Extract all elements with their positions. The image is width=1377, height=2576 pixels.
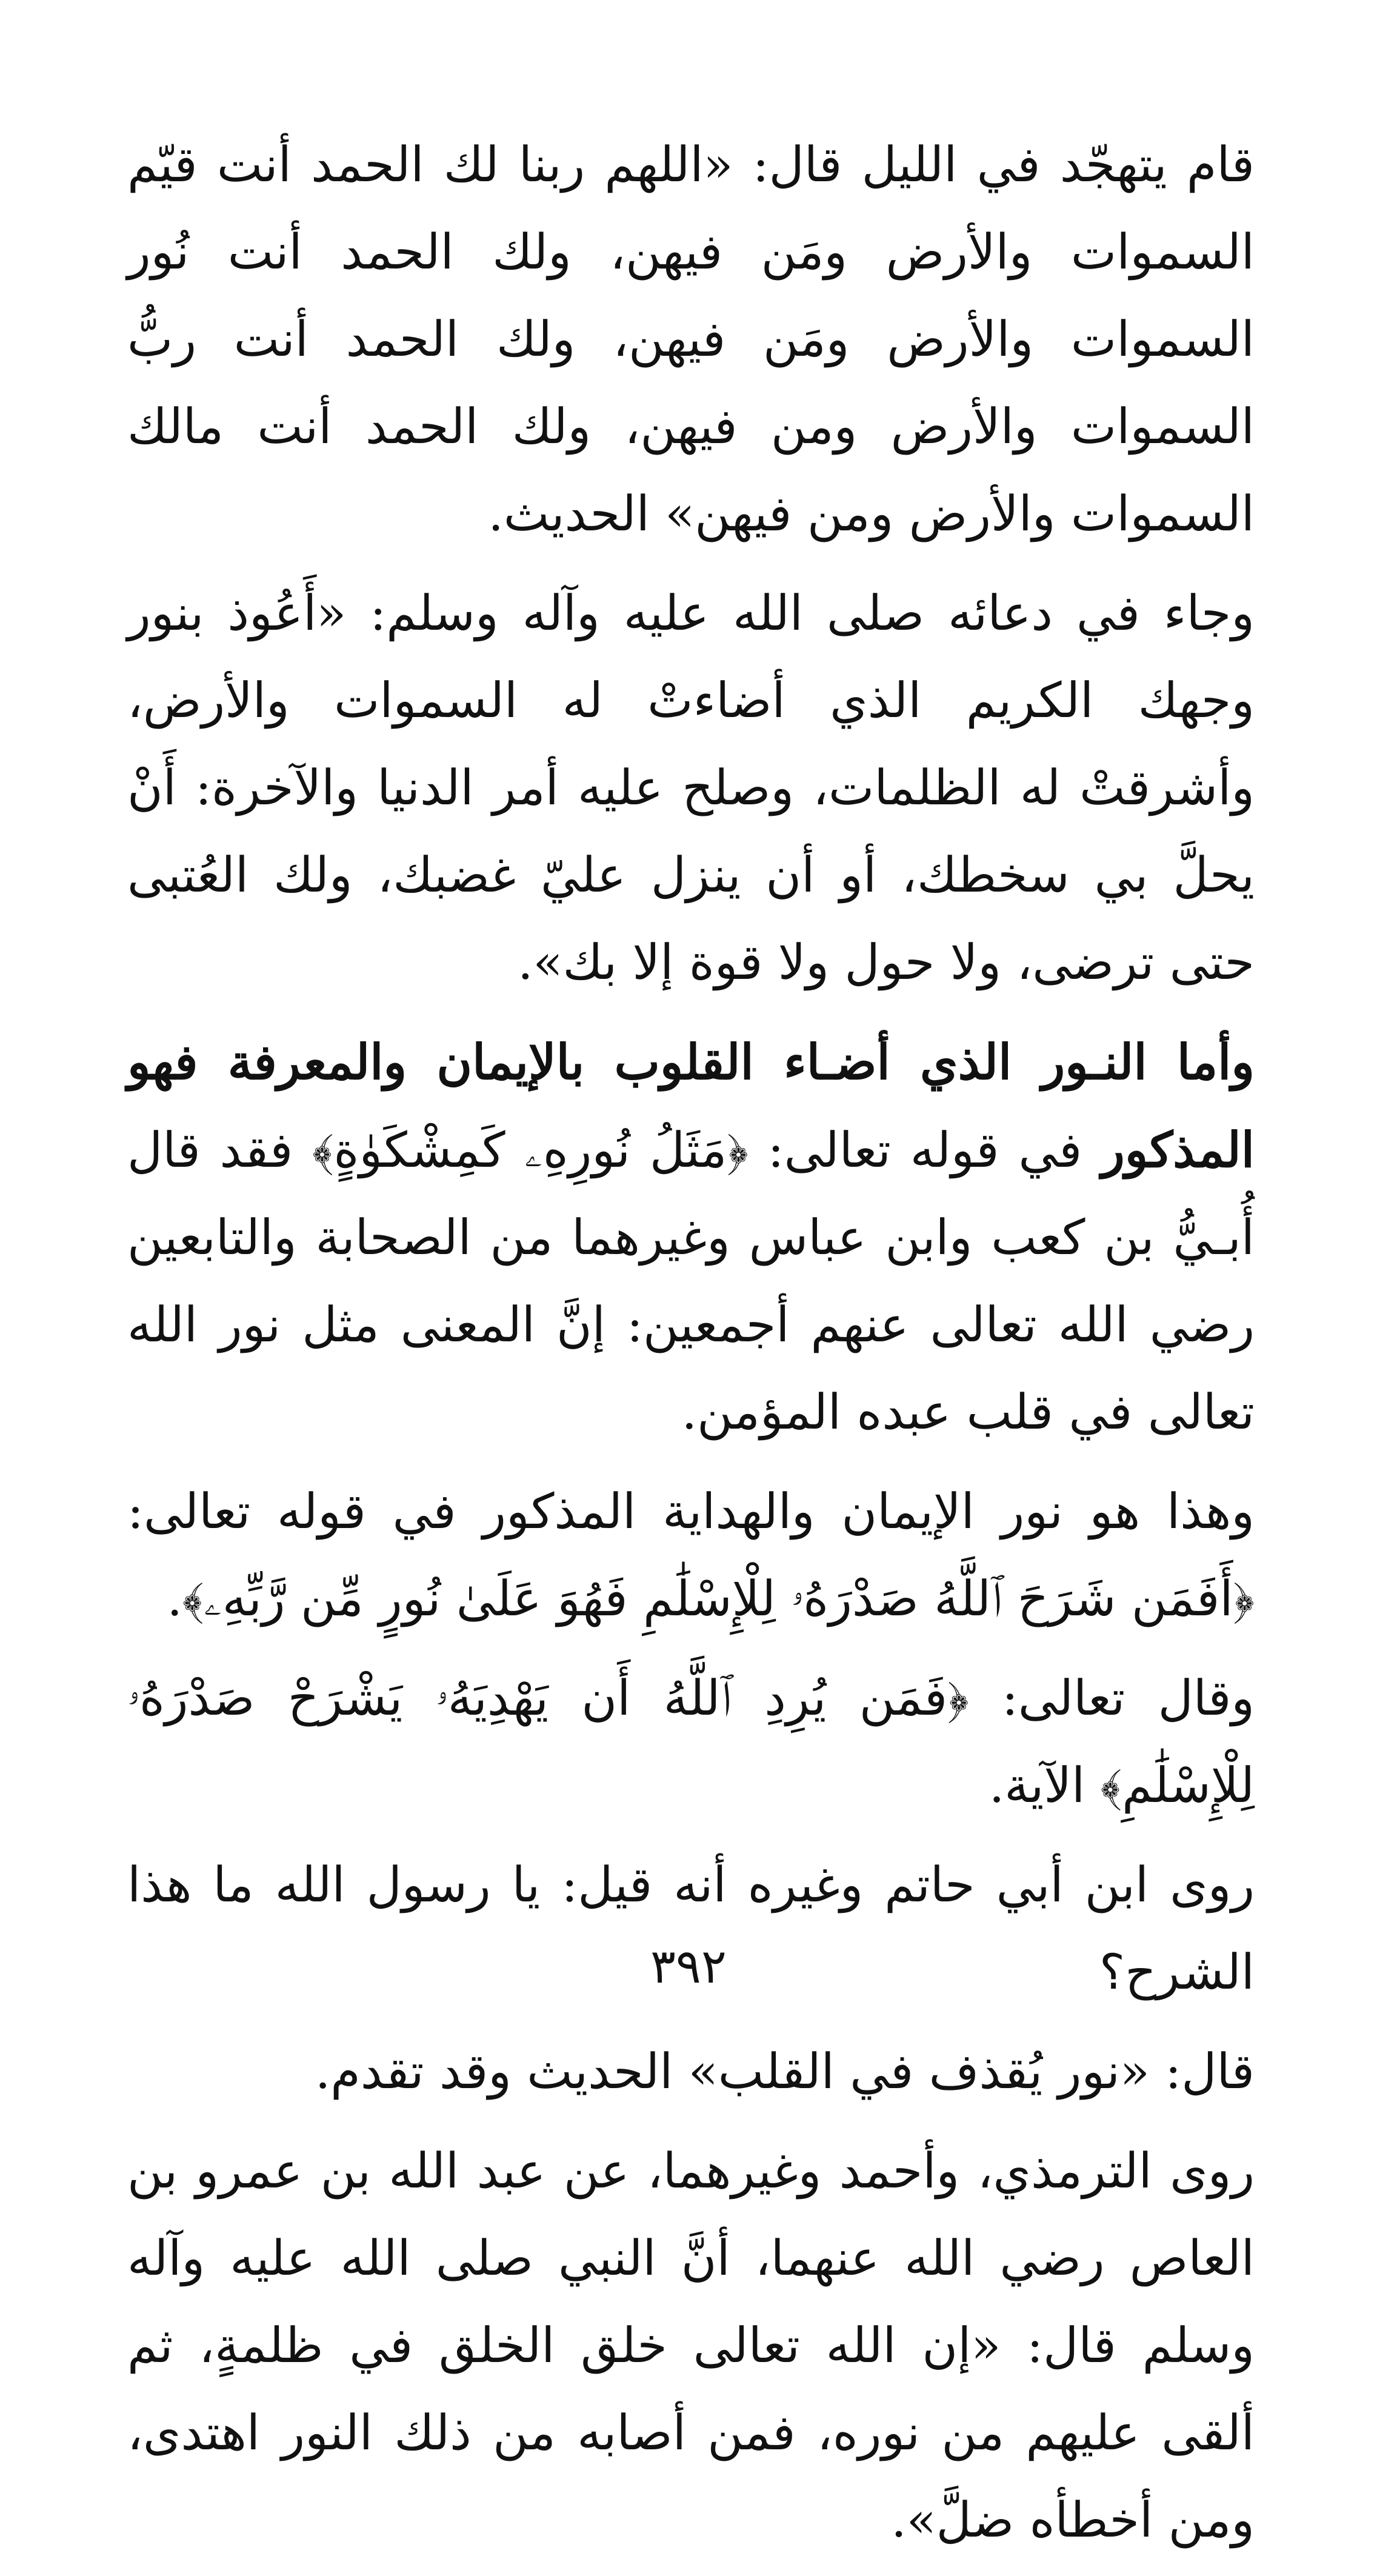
paragraph-8	[127, 2127, 1255, 2564]
paragraph-text: روى ابن أبي حاتم وغيره أنه قيل: يا رسول الله ما هذا الشرح؟	[127, 1857, 1255, 2000]
body-text	[127, 121, 1255, 2576]
paragraph-text: وقال تعالى: ﴿فَمَن يُرِدِ ٱللَّهُ أَن يَهْدِيَهُۥ يَشْرَحْ صَدْرَهُۥ لِلْإِسْلَٰمِ﴾ الآية.	[127, 1670, 1255, 1814]
paragraph-text: وجاء في دعائه صلى الله عليه وآله وسلم: «أَعُوذ بنور وجهك الكريم الذي أضاءتْ له السموات والأرض، وأشرقتْ له الظلمات، وصلح عليه أمر الدنيا والآخرة: أَنْ يحلَّ بي سخطك، أو أن ينزل عليّ غضبك، ولك العُتبى حتى ترضى، ولا حول ولا قوة إلا بك».	[127, 585, 1255, 990]
page-number: ٣٩٢	[650, 1940, 727, 1994]
paragraph-text: روى الترمذي، وأحمد وغيرهما، عن عبد الله بن عمرو بن العاص رضي الله عنهما، أنَّ النبي صلى الله عليه وآله وسلم قال: «إن الله تعالى خلق الخلق في ظلمةٍ، ثم ألقى عليهم من نوره، فمن أصابه من ذلك النور اهتدى، ومن أخطأه ضلَّ».	[127, 2143, 1255, 2548]
paragraph-5	[127, 1655, 1255, 1829]
paragraph-text: وهذا هو نور الإيمان والهداية المذكور في قوله تعالى: ﴿أَفَمَن شَرَحَ ٱللَّهُ صَدْرَهُۥ لِلْإِسْلَٰمِ فَهُوَ عَلَىٰ نُورٍ مِّن رَّبِّهِۦ﴾.	[127, 1483, 1255, 1627]
paragraph-bold-lead: وأما النـور الذي أضـاء القلوب بالإيمان والمعرفة فهو المذكور	[127, 1033, 1255, 1178]
paragraph-7	[127, 2028, 1255, 2115]
paragraph-2	[127, 570, 1255, 1006]
paragraph-text: قال: «نور يُقذف في القلب» الحديث وقد تقدم.	[315, 2043, 1255, 2100]
paragraph-3	[127, 1018, 1255, 1456]
paragraph-text: قام يتهجّد في الليل قال: «اللهم ربنا لك الحمد أنت قيّم السموات والأرض ومَن فيهن، ولك الحمد أنت نُور السموات والأرض ومَن فيهن، ولك الحمد أنت ربُّ السموات والأرض ومن فيهن، ولك الحمد أنت مالك السموات والأرض ومن فيهن» الحديث.	[127, 136, 1255, 542]
paragraph-text: في قوله تعالى: ﴿مَثَلُ نُورِهِۦ كَمِشْكَوٰةٍ﴾ فقد قال أُبـيُّ بن كعب وابن عباس وغيرهما من الصحابة والتابعين رضي الله تعالى عنهم أجمعين: إنَّ المعنى مثل نور الله تعالى في قلب عبده المؤمن.	[127, 1122, 1255, 1440]
paragraph-1	[127, 121, 1255, 558]
paragraph-4	[127, 1468, 1255, 1643]
